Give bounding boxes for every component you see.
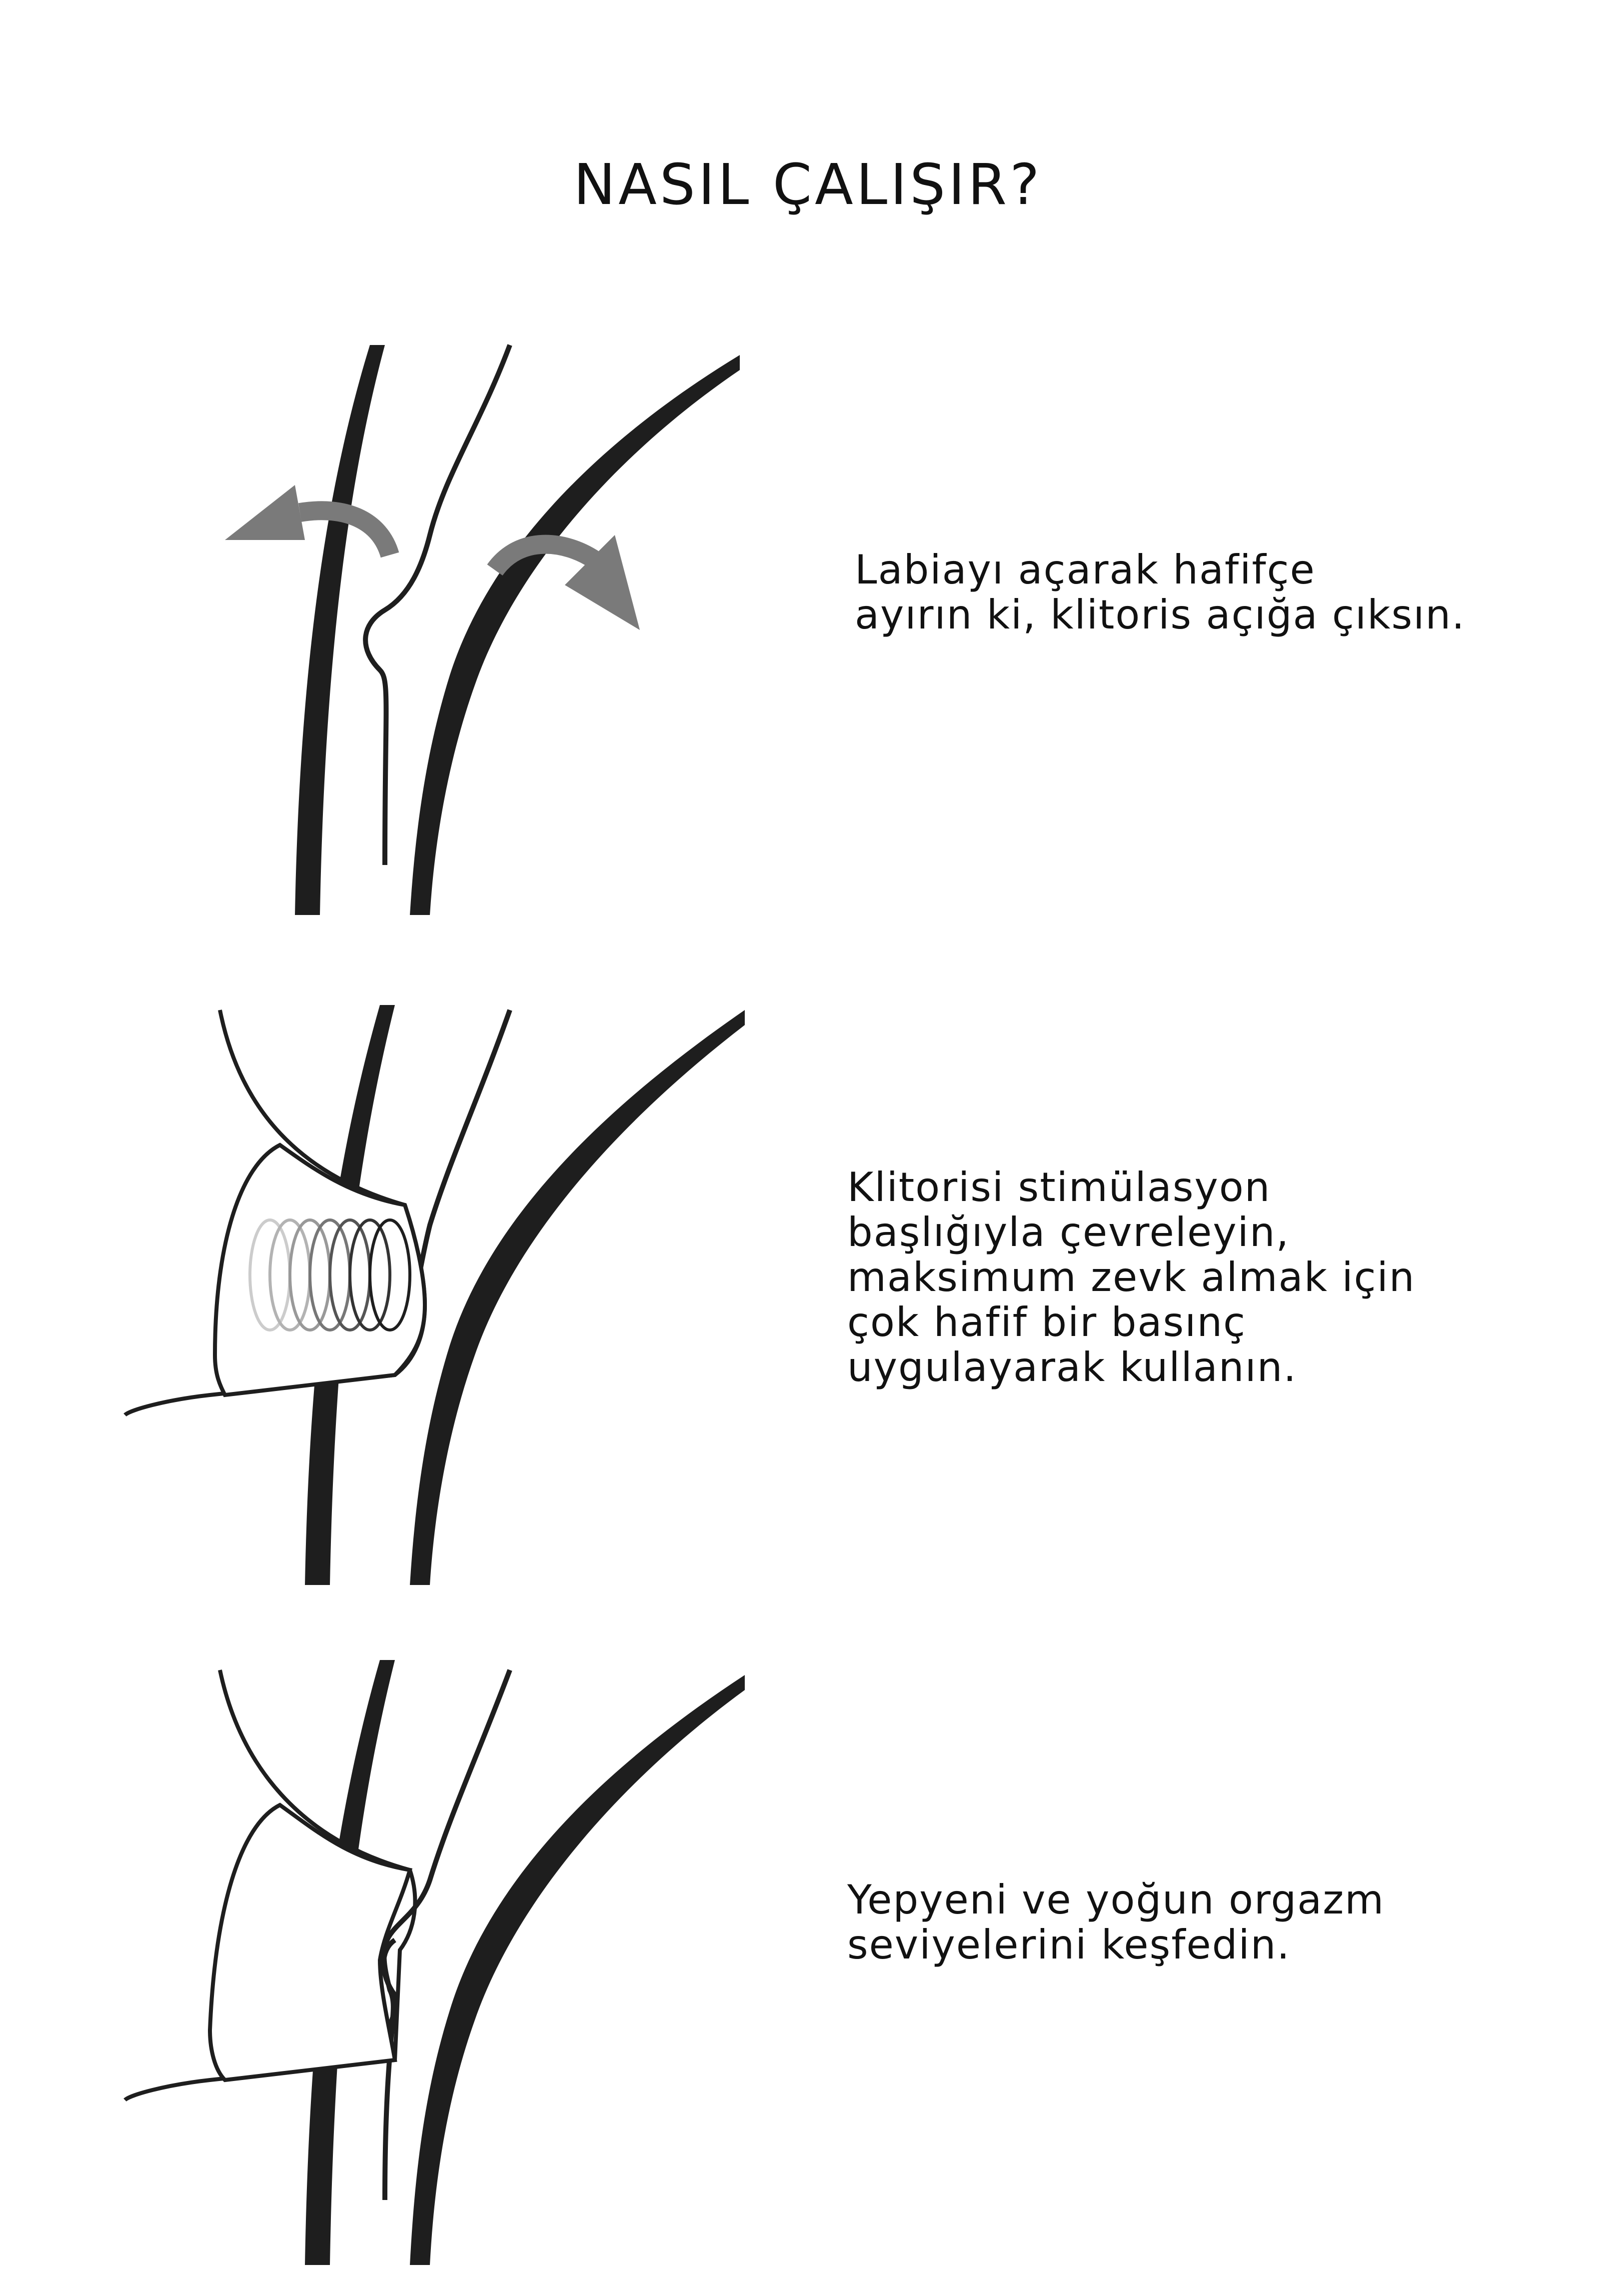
right-arrow-icon [495, 544, 595, 570]
stimulation-head-illustration [0, 995, 800, 1595]
step-3-text: Yepyeni ve yoğun orgazm seviyelerini keşfedin. [847, 1876, 1385, 1968]
device-placed-illustration [0, 1650, 800, 2275]
device-head-outline [210, 1805, 410, 2080]
right-labia-line [410, 1675, 745, 2265]
step-1-text: Labiayı açarak hafifçe ayırın ki, klitoris açığa çıksın. [855, 546, 1466, 638]
device-head-outline [215, 1145, 425, 1395]
left-labia-line [295, 345, 385, 915]
left-arrow-head-icon [225, 485, 305, 540]
labia-open-illustration [0, 325, 800, 925]
right-labia-line [410, 355, 740, 915]
right-labia-line [410, 1010, 745, 1585]
step-2-text: Klitorisi stimülasyon başlığıyla çevreleyin, maksimum zevk almak için çok hafif bir basınç uygulayarak kullanın. [847, 1164, 1416, 1390]
page-title: NASIL ÇALIŞIR? [573, 152, 1043, 218]
